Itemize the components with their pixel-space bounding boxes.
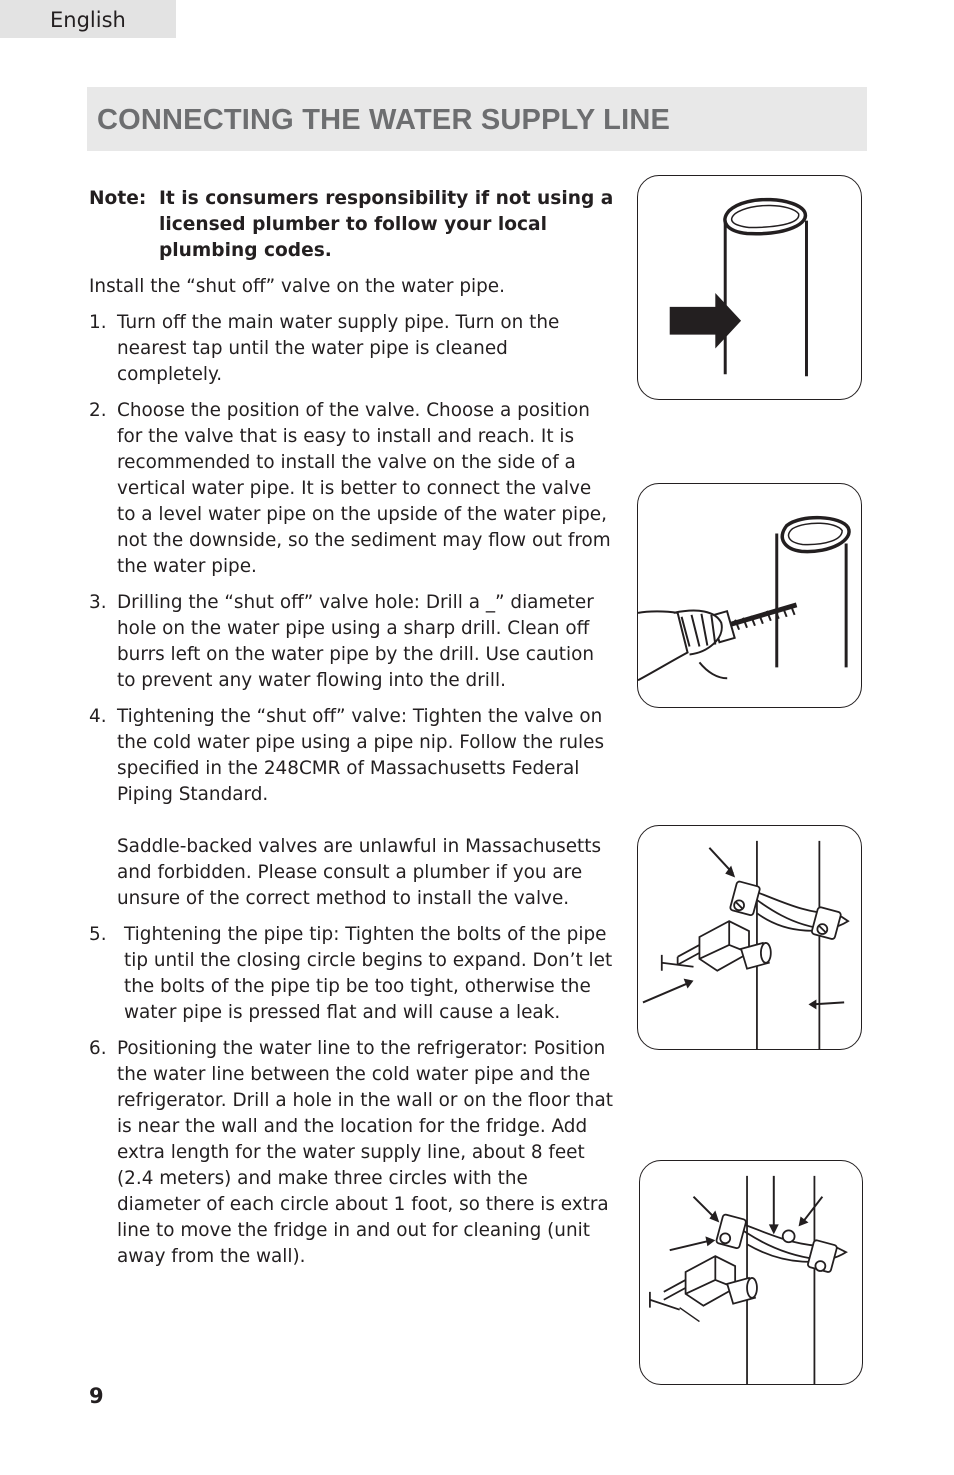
step-number: 3. [89, 592, 107, 613]
step-number: 2. [89, 400, 107, 421]
instructions-column [89, 186, 614, 1280]
step-number: 6. [89, 1038, 107, 1059]
step-2 [89, 398, 614, 580]
step-number: 4. [89, 706, 107, 727]
pipe-arrow-illustration [638, 176, 861, 399]
intro-text: Install the “shut off” valve on the water pipe. [89, 276, 505, 297]
step-6 [89, 1036, 614, 1270]
step-text: Drilling the “shut off” valve hole: Drill a _” diameter hole on the water pipe using a sharp drill. Clean off burrs left on the water pipe by the drill. Use caution to prevent any water flowing into the drill. [117, 592, 594, 691]
step-warning-text: Saddle-backed valves are unlawful in Massachusetts and forbidden. Please consult a plumber if you are unsure of the correct method to install the valve. [117, 836, 602, 909]
section-title: CONNECTING THE WATER SUPPLY LINE [97, 104, 671, 136]
figure-saddle-valve [637, 825, 862, 1050]
section-title-bar [87, 87, 867, 151]
step-number: 1. [89, 312, 107, 333]
saddle-valve-tighten-illustration [640, 1161, 862, 1384]
page-number: 9 [89, 1384, 104, 1408]
step-3 [89, 590, 614, 694]
language-tab: English [0, 0, 176, 38]
step-5 [89, 922, 614, 1026]
step-text: Positioning the water line to the refrigerator: Position the water line between the cold water pipe and the refrigerator. Drill a hole in the wall or on the floor that is near the wall and the location for the fridge. Add extra length for the water supply line, about 8 feet (2.4 meters) and make three circles with the diameter of each circle about 1 foot, so there is extra line to move the fridge in and out for cleaning (unit away from the wall). [117, 1038, 613, 1267]
step-4 [89, 704, 614, 912]
step-number: 5. [89, 924, 107, 945]
figure-pipe-arrow [637, 175, 862, 400]
saddle-valve-illustration [638, 826, 861, 1049]
figure-pipe-drill [637, 483, 862, 708]
note-text: It is consumers responsibility if not using a licensed plumber to follow your local plumbing codes. [159, 188, 614, 261]
step-text: Choose the position of the valve. Choose a position for the valve that is easy to install and reach. It is recommended to install the valve on the side of a vertical water pipe. It is better to connect the valve to a level water pipe on the upside of the water pipe, not the downside, so the sediment may flow out from the water pipe. [117, 400, 611, 577]
figure-saddle-valve-tighten [639, 1160, 863, 1385]
pipe-drill-illustration [638, 484, 861, 707]
arrow-right-icon [670, 293, 741, 349]
step-text: Tightening the pipe tip: Tighten the bolts of the pipe tip until the closing circle begins to expand. Don’t let the bolts of the pipe tip be too tight, otherwise the water pipe is pressed flat and will cause a leak. [124, 924, 613, 1023]
step-text: Turn off the main water supply pipe. Turn on the nearest tap until the water pipe is cleaned completely. [117, 312, 560, 385]
arrow-head-icon [769, 1224, 779, 1234]
step-text: Tightening the “shut off” valve: Tighten the valve on the cold water pipe using a pipe nip. Follow the rules specified in the 248CMR of Massachusetts Federal Piping Standard. [117, 706, 605, 805]
step-1 [89, 310, 614, 388]
note-block [89, 186, 614, 264]
note-label: Note: [89, 188, 147, 209]
